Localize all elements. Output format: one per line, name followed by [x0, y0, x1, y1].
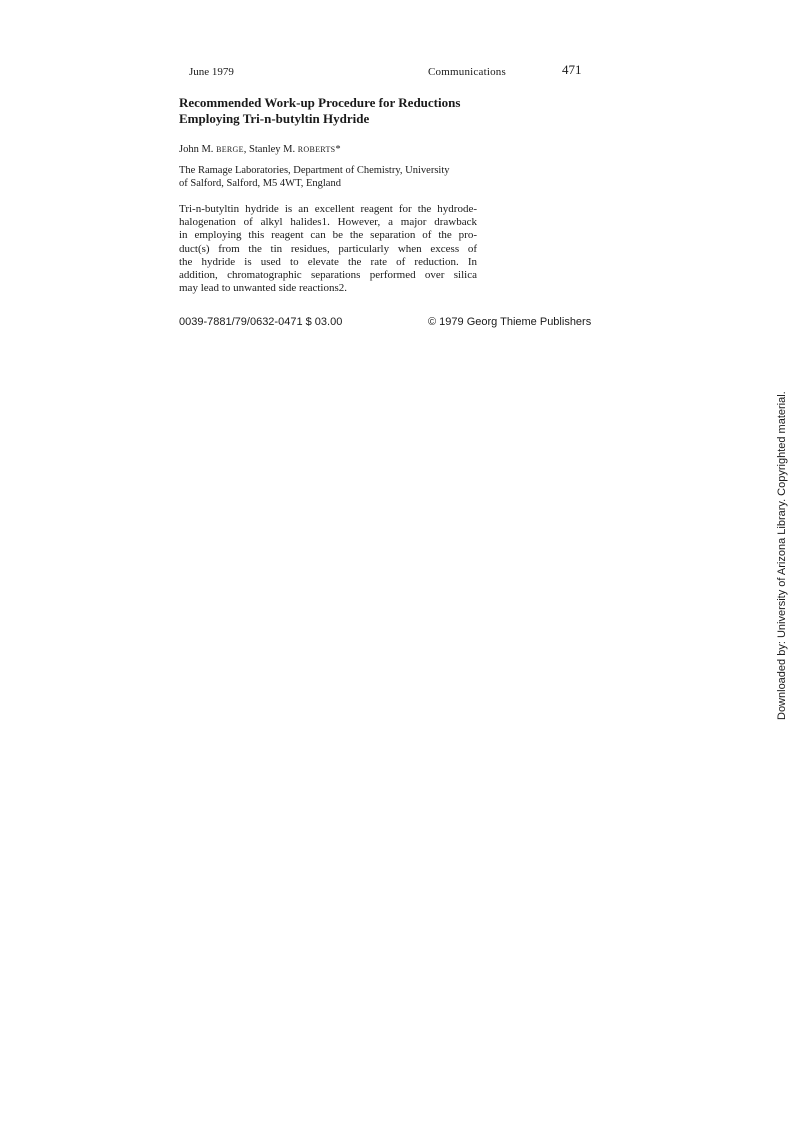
title-line-2: Employing Tri-n-butyltin Hydride — [179, 111, 370, 126]
abstract-line: Tri-n-butyltin hydride is an excellent reagent for the hydrode- — [179, 203, 477, 215]
abstract-line: the hydride is used to elevate the rate of reduction. In — [179, 255, 477, 268]
abstract-line: halogenation of alkyl halides1. However, a major drawback — [179, 216, 477, 229]
affiliation — [179, 164, 479, 190]
author2-given-name: Stanley M. — [249, 144, 298, 155]
article-title — [179, 95, 509, 127]
affiliation-line-1: The Ramage Laboratories, Department of Chemistry, University — [179, 165, 450, 176]
affiliation-line-2: of Salford, Salford, M5 4WT, England — [179, 178, 341, 189]
abstract-line: duct(s) from the tin residues, particularly when excess of — [179, 242, 477, 255]
author1-surname: BERGE — [216, 145, 244, 154]
copyright-notice: © 1979 Georg Thieme Publishers — [428, 316, 592, 328]
author-list — [179, 144, 341, 155]
article-code: 0039-7881/79/0632-0471 $ 03.00 — [179, 316, 343, 328]
page-number: 471 — [562, 62, 582, 77]
abstract-paragraph — [179, 203, 477, 295]
title-line-1: Recommended Work-up Procedure for Reductions — [179, 95, 461, 110]
author2-surname: ROBERTS — [297, 145, 336, 154]
author1-given-name: John M. — [179, 144, 217, 155]
abstract-line: in employing this reagent can be the separation of the pro- — [179, 229, 477, 242]
abstract-line: addition, chromatographic separations performed over silica — [179, 269, 477, 282]
abstract-line: may lead to unwanted side reactions2. — [179, 282, 348, 295]
download-watermark: Downloaded by: University of Arizona Library. Copyrighted material. — [776, 391, 788, 720]
corresponding-author-asterisk: * — [335, 144, 341, 155]
running-header-section: Communications — [428, 66, 506, 78]
author-separator: , — [243, 144, 250, 155]
running-header-date: June 1979 — [189, 66, 234, 78]
